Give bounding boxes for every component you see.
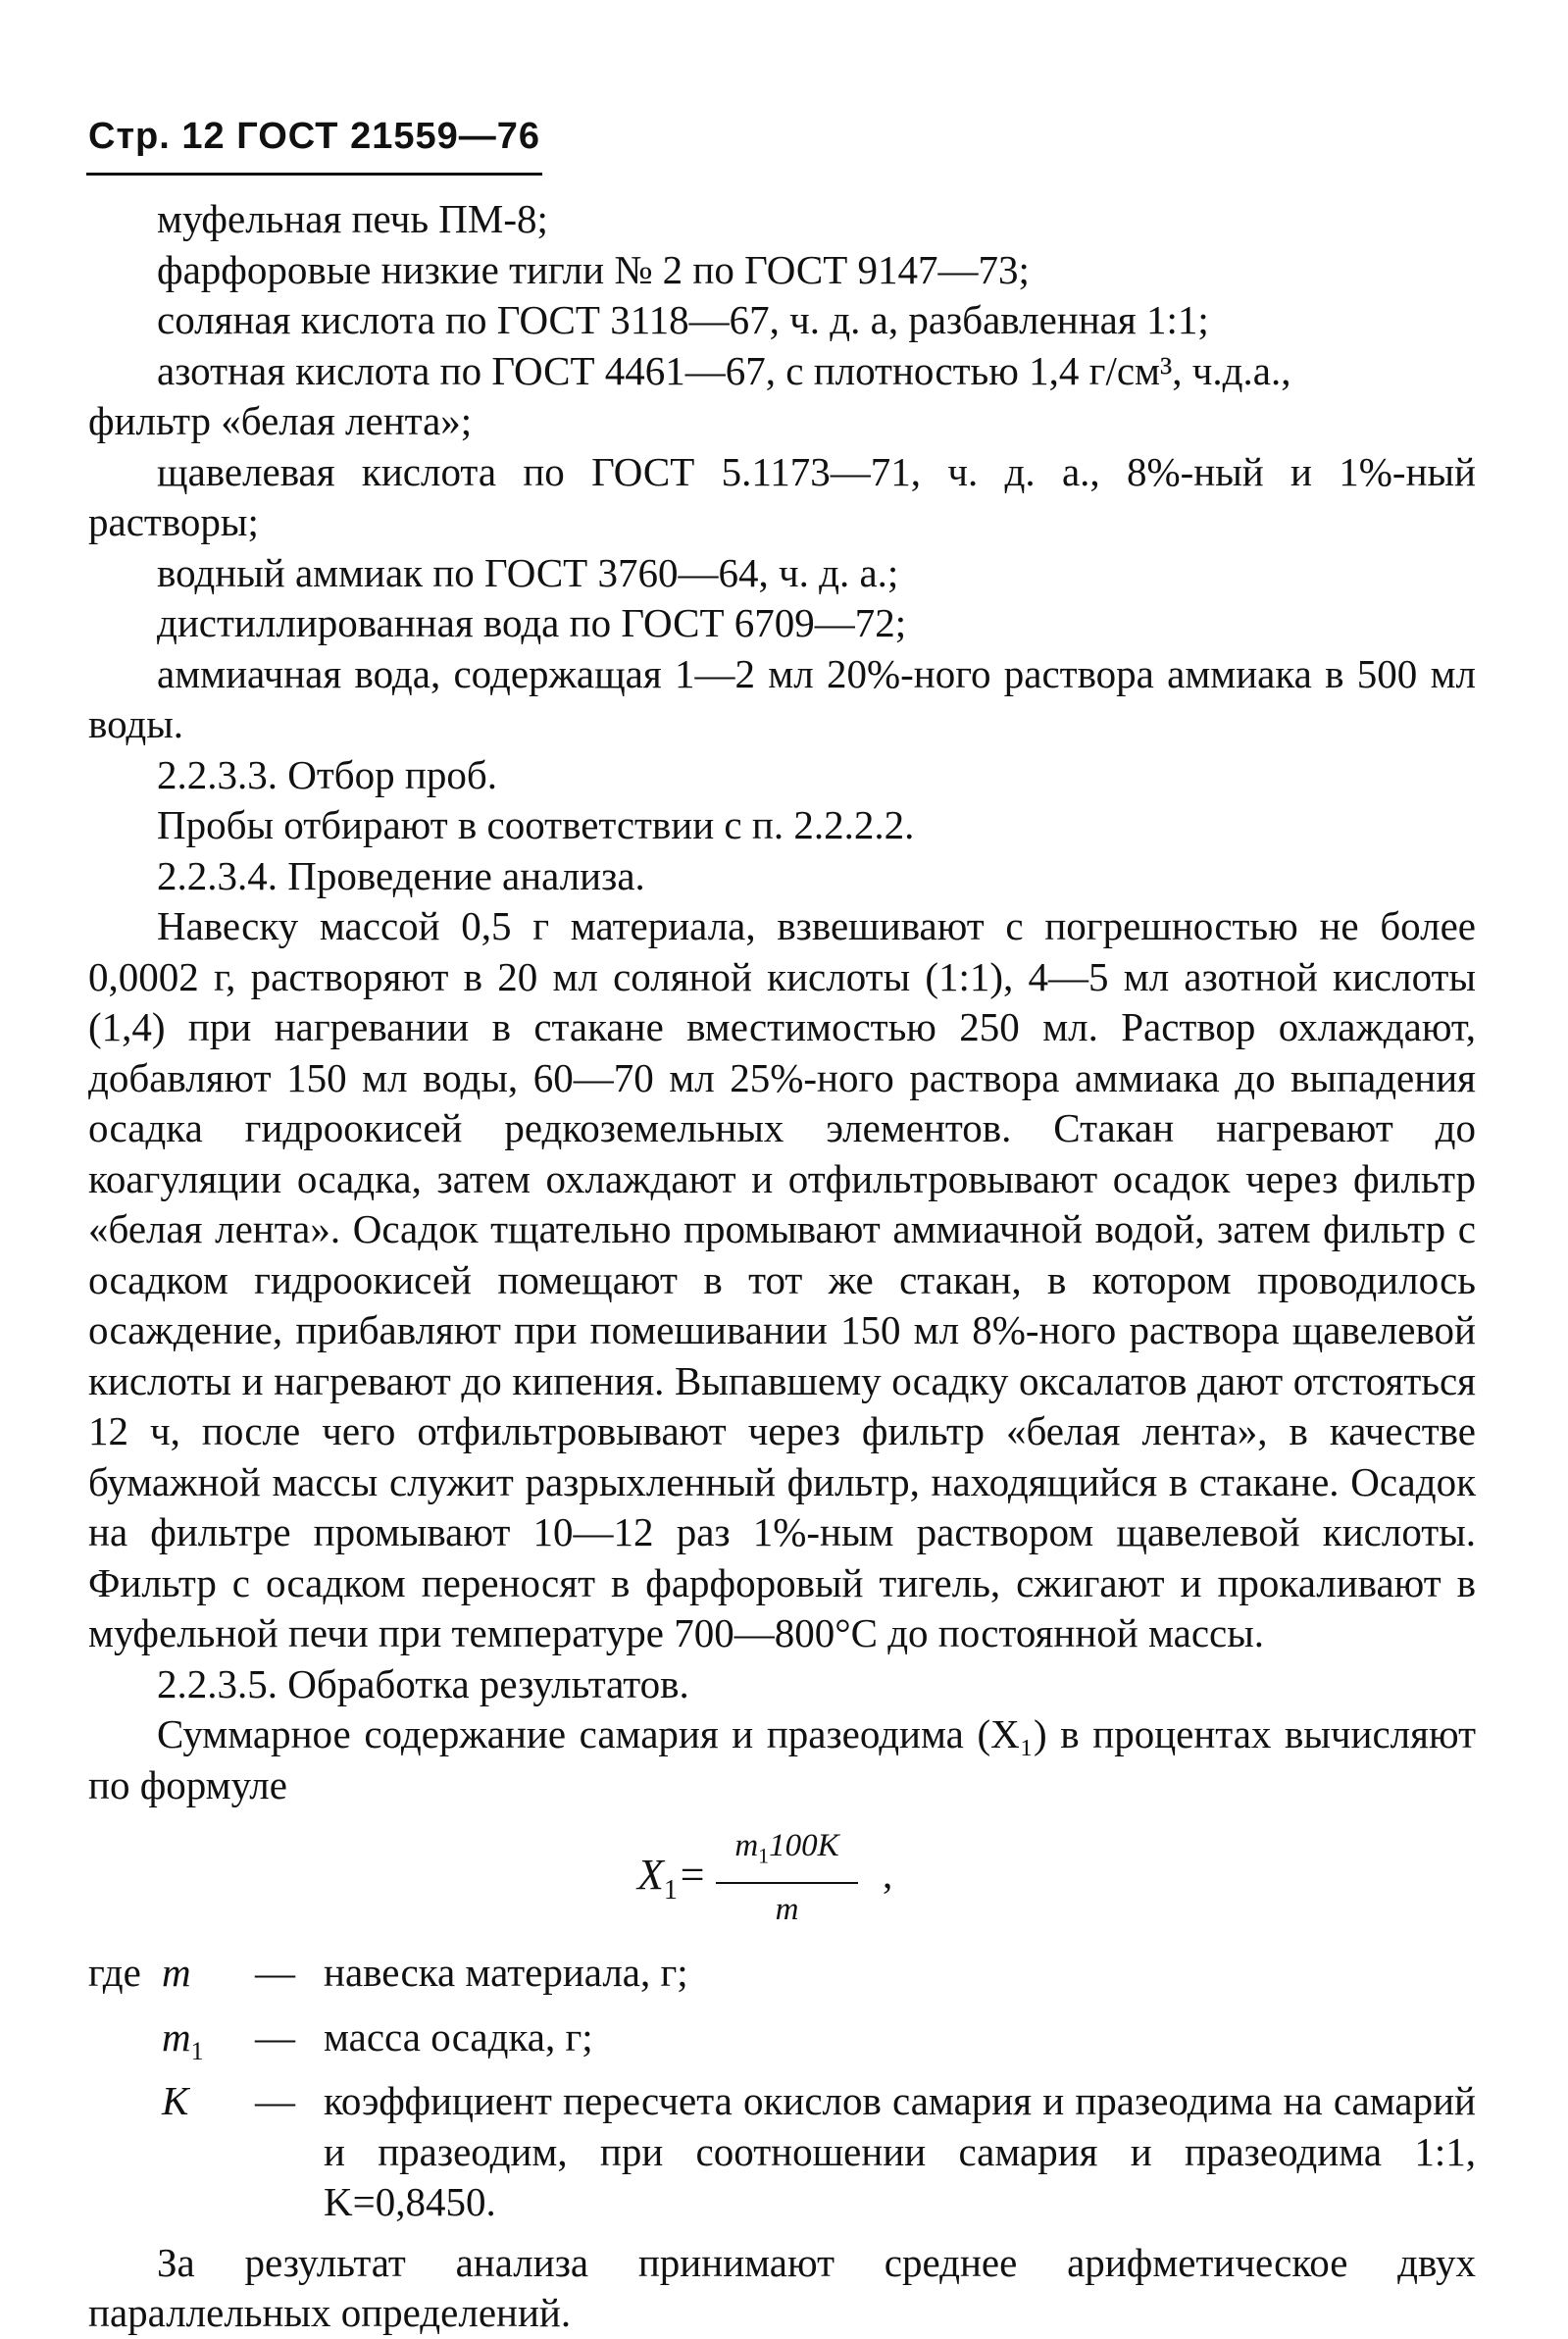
section-text: Пробы отбирают в соответствии с п. 2.2.2.2. <box>157 802 915 847</box>
equipment-item: фарфоровые низкие тигли № 2 по ГОСТ 9147—73; <box>157 246 1030 292</box>
equipment-item: муфельная печь ПМ-8; <box>157 196 548 241</box>
formula-lhs-sub: 1 <box>663 1874 678 1906</box>
page-header: Стр. 12 ГОСТ 21559—76 <box>88 116 541 157</box>
formula-num-symbol: m <box>734 1828 759 1863</box>
equipment-item: водный аммиак по ГОСТ 3760—64, ч. д. а.; <box>157 549 899 595</box>
formula-equals: = <box>677 1851 707 1899</box>
equipment-item: азотная кислота по ГОСТ 4461—67, с плотностью 1,4 г/см³, ч.д.а., <box>157 347 1291 393</box>
variable-definitions <box>88 1948 1476 2228</box>
equipment-item: дистиллированная вода по ГОСТ 6709—72; <box>157 600 907 645</box>
formula-lhs-symbol: X <box>637 1851 664 1899</box>
definition-symbol <box>162 1948 255 2012</box>
equipment-item: щавелевая кислота по ГОСТ 5.1173—71, ч. д. а., 8%-ный и 1%-ный растворы; <box>88 448 1476 544</box>
definition-dash: — <box>255 1950 295 1995</box>
formula-lhs <box>637 1850 707 1915</box>
section-text: Суммарное содержание самария и празеодима (X₁) в процентах вычисляют по формуле <box>88 1711 1476 1807</box>
symbol-sub: 1 <box>190 2036 204 2065</box>
formula-num-rest: 100K <box>769 1828 839 1863</box>
definition-dash: — <box>255 2078 295 2124</box>
section-heading: 2.2.3.3. Отбор проб. <box>157 751 497 797</box>
symbol-letter: K <box>162 2078 189 2124</box>
formula-trailing-comma: , <box>883 1852 893 1897</box>
formula-num-sub: 1 <box>758 1843 770 1868</box>
formula <box>88 1824 1476 1940</box>
formula-fraction <box>716 1824 858 1931</box>
definition-row <box>88 2012 1476 2077</box>
section-text: Навеску массой 0,5 г материала, взвешивают с погрешностью не более 0,0002 г, растворяют в 20 мл соляной кислоты (1:1), 4—5 мл азотной кислоты (1,4) при нагревании в стакане вместимостью 250 мл. Раствор охлаждают, добавляют 150 мл воды, 60—70 мл 25%-ного раствора аммиака до выпадения осадка гидроокисей редкоземельных элементов. Стакан нагревают до коагуляции осадка, затем охлаждают и отфильтровывают осадок через фильтр «белая лента». Осадок тщательно промывают аммиачной водой, затем фильтр с осадком гидроокисей помещают в тот же стакан, в котором проводилось осаждение, прибавляют при помешивании 150 мл 8%-ного раствора щавелевой кислоты и нагревают до кипения. Выпавшему осадку оксалатов дают отстояться 12 ч, после чего отфильтровывают через фильтр «белая лента», в качестве бумажной массы служит разрыхленный фильтр, находящийся в стакане. Осадок на фильтре промывают 10—12 раз 1%-ным раствором щавелевой кислоты. Фильтр с осадком переносят в фарфоровый тигель, сжигают и прокаливают в муфельной печи при температуре 700—800°С до постоянной массы. <box>88 903 1476 1655</box>
equipment-item: фильтр «белая лента»; <box>88 398 473 443</box>
definition-row <box>88 2076 1476 2228</box>
definition-symbol <box>162 2076 255 2228</box>
fraction-bar <box>716 1882 858 1884</box>
section-heading: 2.2.3.5. Обработка результатов. <box>157 1660 689 1706</box>
header-rule <box>86 173 542 176</box>
definition-symbol <box>162 2012 255 2077</box>
definition-row <box>88 1948 1476 2012</box>
document-body <box>88 194 1476 2339</box>
definition-text: масса осадка, г; <box>324 2013 593 2059</box>
formula-numerator <box>716 1824 858 1878</box>
formula-denominator: m <box>775 1891 799 1927</box>
symbol-letter: m <box>162 1950 191 1995</box>
definition-text: коэффициент пересчета окислов самария и празеодима на самарий и празеодим, при соотношении самария и празеодима 1:1, K=0,8450. <box>324 2078 1476 2225</box>
conclusion-text: За результат анализа принимают среднее арифметическое двух параллельных определений. <box>88 2239 1476 2336</box>
where-word: где <box>88 1950 141 1995</box>
equipment-item: соляная кислота по ГОСТ 3118—67, ч. д. а, разбавленная 1:1; <box>157 297 1209 342</box>
definition-text: навеска материала, г; <box>324 1950 688 1995</box>
definition-dash: — <box>255 2013 295 2059</box>
symbol-letter: m <box>162 2013 191 2059</box>
equipment-item: аммиачная вода, содержащая 1—2 мл 20%-ного раствора аммиака в 500 мл воды. <box>88 650 1476 746</box>
section-heading: 2.2.3.4. Проведение анализа. <box>157 852 645 898</box>
